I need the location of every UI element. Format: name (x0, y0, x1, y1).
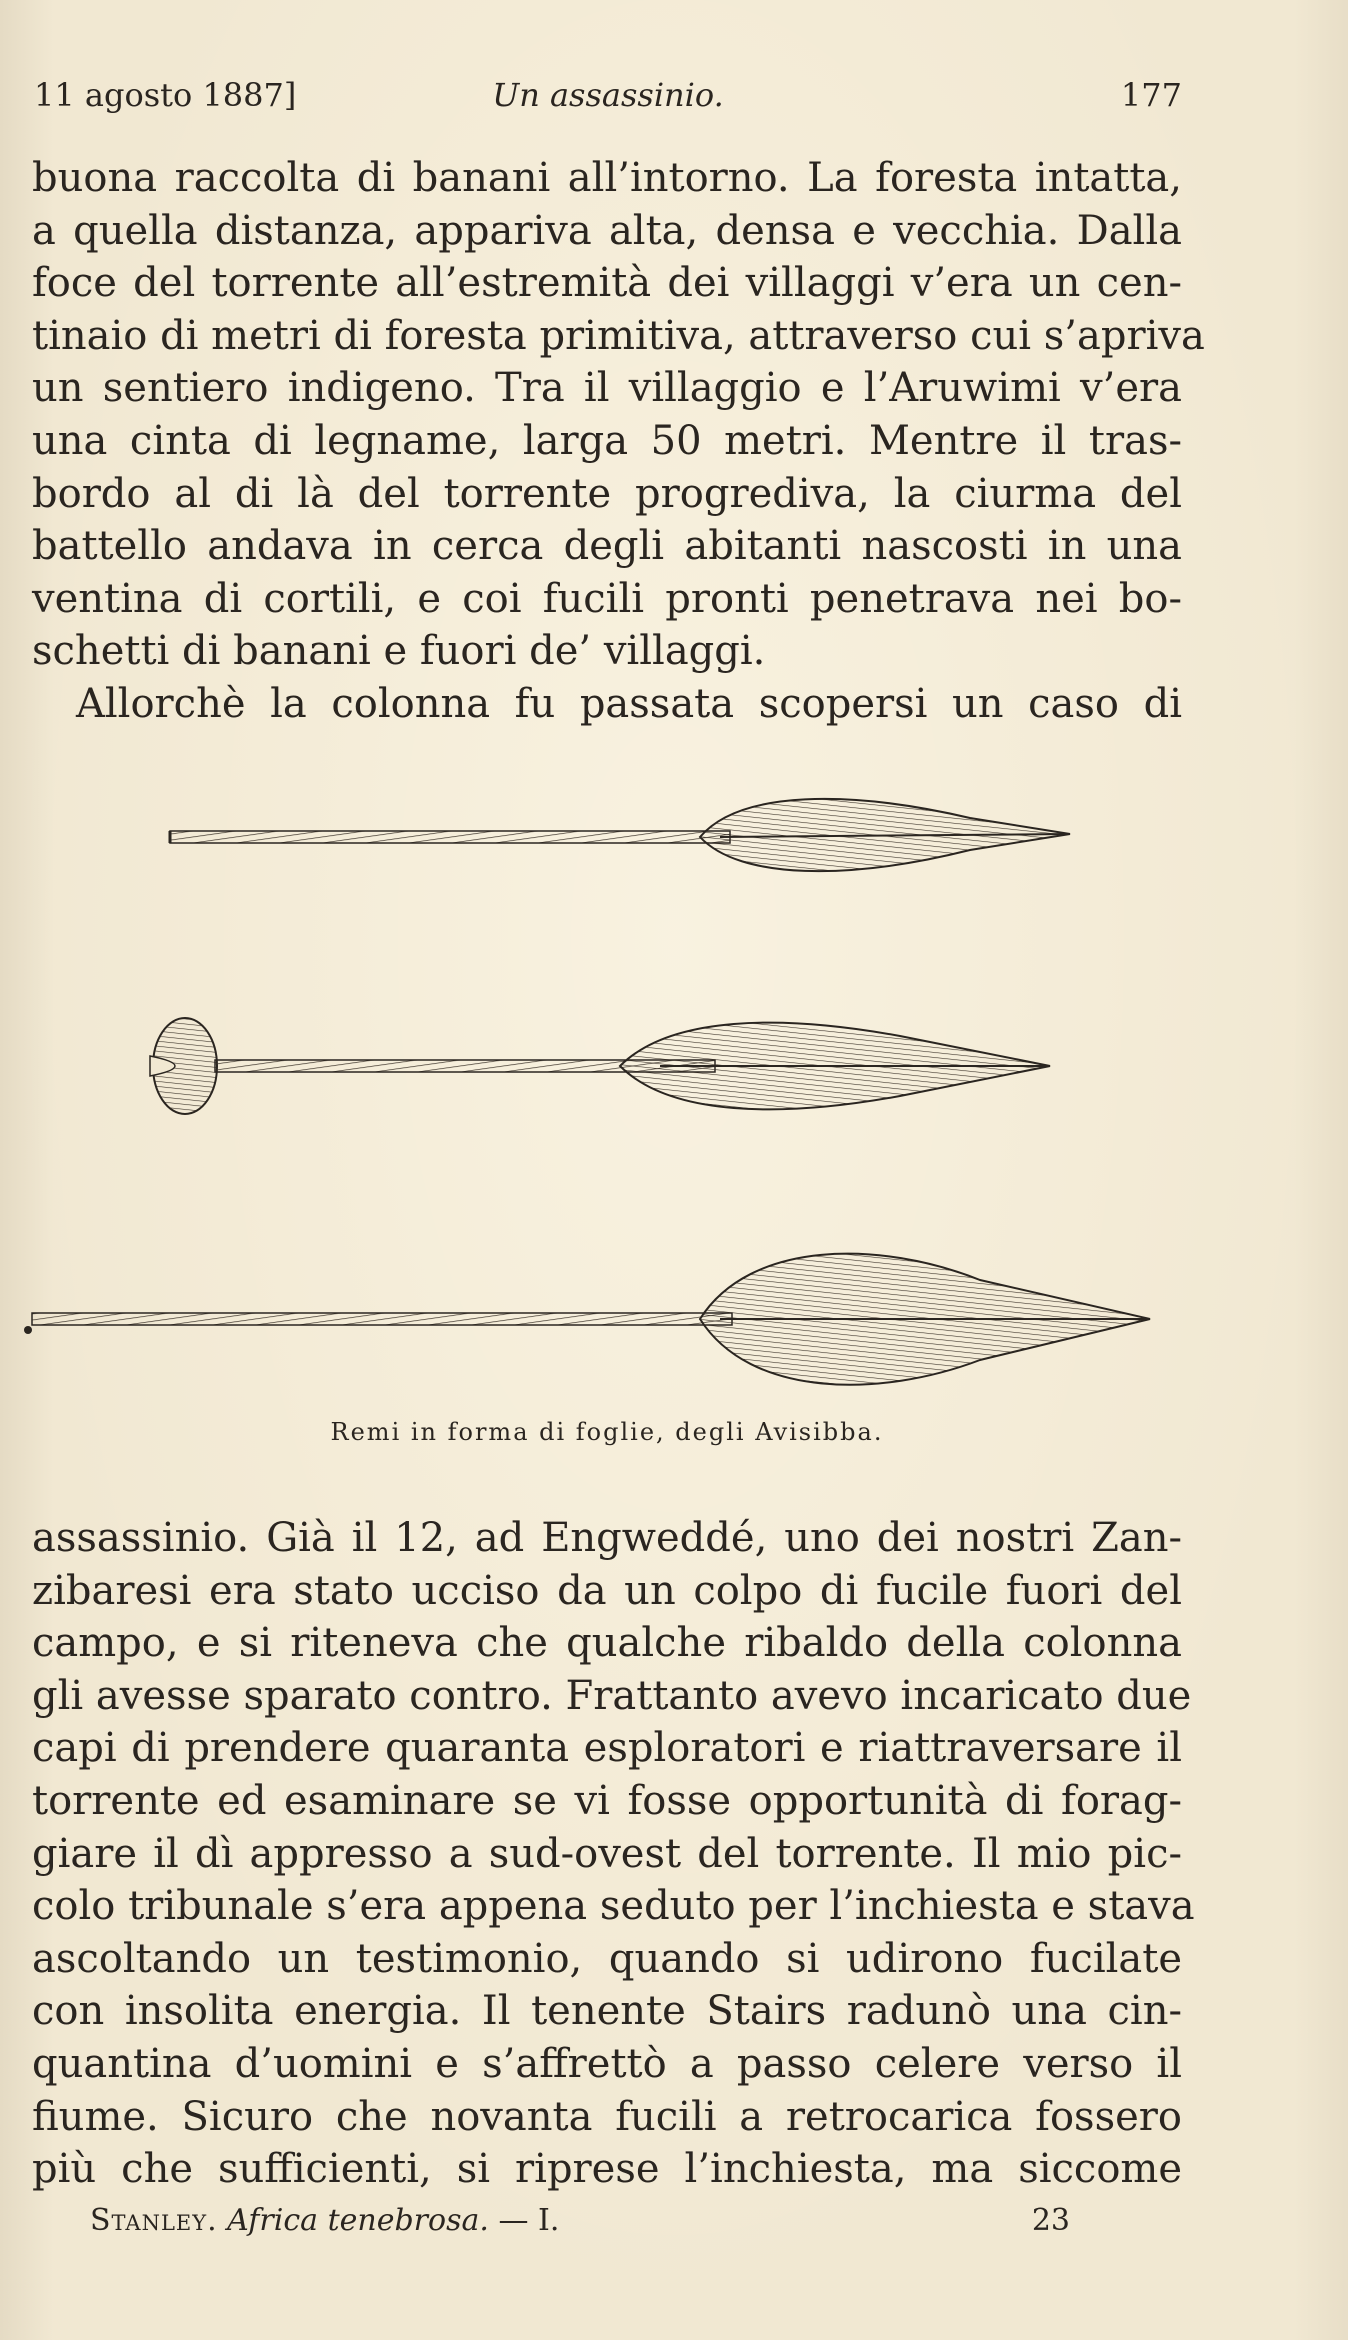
text-line: fiume. Sicuro che novanta fucili a retrocarica fossero (32, 2093, 1182, 2140)
footer-volume: I. (537, 2203, 560, 2238)
text-line: a quella distanza, appariva alta, densa e vecchia. Dalla (32, 207, 1182, 254)
footer-citation (90, 2203, 559, 2238)
figure-caption: Remi in forma di foglie, degli Avisibba. (330, 1418, 884, 1446)
footer-book-title: Africa tenebrosa. (227, 2203, 489, 2238)
text-line: quantina d’uomini e s’affrettò a passo celere verso il (32, 2040, 1182, 2087)
text-line: giare il dì appresso a sud-ovest del torrente. Il mio pic- (32, 1830, 1182, 1877)
paddle-2 (150, 1018, 1050, 1114)
paragraph-bottom (32, 1512, 1195, 2196)
text-line: campo, e si riteneva che qualche ribaldo della colonna (32, 1620, 1182, 1667)
text-line: una cinta di legname, larga 50 metri. Mentre il tras- (32, 417, 1182, 464)
paddle-3 (24, 1254, 1150, 1385)
text-line: gli avesse sparato contro. Frattanto avevo incaricato due (32, 1672, 1192, 1719)
footer-separator: — (498, 2203, 529, 2238)
footer-signature: 23 (1031, 2203, 1070, 2238)
text-line: con insolita energia. Il tenente Stairs radunò una cin- (32, 1988, 1182, 2035)
text-line: bordo al di là del torrente progrediva, la ciurma del (32, 470, 1182, 517)
text-line: ventina di cortili, e coi fucili pronti penetrava nei bo- (32, 575, 1182, 622)
text-line: tinaio di metri di foresta primitiva, attraverso cui s’apriva (32, 312, 1205, 359)
running-head (34, 68, 1182, 120)
text-line: Allorchè la colonna fu passata scopersi un caso di (76, 680, 1182, 727)
page-footer (90, 2203, 1090, 2243)
header-date: 11 agosto 1887] (34, 76, 297, 114)
text-line: capi di prendere quaranta esploratori e riattraversare il (32, 1725, 1182, 1772)
text-line: colo tribunale s’era appena seduto per l’inchiesta e stava (32, 1883, 1195, 1930)
text-line: foce del torrente all’estremità dei villaggi v’era un cen- (32, 260, 1182, 307)
chapter-title: Un assassinio. (492, 76, 724, 114)
text-line: buona raccolta di banani all’intorno. La foresta intatta, (32, 155, 1182, 201)
page-number: 177 (1120, 76, 1182, 114)
text-line: battello andava in cerca degli abitanti nascosti in una (32, 523, 1182, 570)
text-line: ascoltando un testimonio, quando si udirono fucilate (32, 1935, 1182, 1982)
paddle-1 (170, 799, 1070, 871)
paddles-illustration (20, 770, 1170, 1430)
text-line: schetti di banani e fuori de’ villaggi. (32, 628, 766, 675)
paragraph-top (32, 152, 1205, 731)
text-line: un sentiero indigeno. Tra il villaggio e l’Aruwimi v’era (32, 365, 1182, 412)
text-line: torrente ed esaminare se vi fosse opportunità di forag- (32, 1777, 1182, 1824)
text-line: più che sufficienti, si riprese l’inchiesta, ma siccome (32, 2146, 1182, 2193)
footer-author: Stanley. (90, 2203, 218, 2238)
text-line: assassinio. Già il 12, ad Engweddé, uno dei nostri Zan- (32, 1515, 1182, 1561)
text-line: zibaresi era stato ucciso da un colpo di fucile fuori del (32, 1567, 1182, 1614)
